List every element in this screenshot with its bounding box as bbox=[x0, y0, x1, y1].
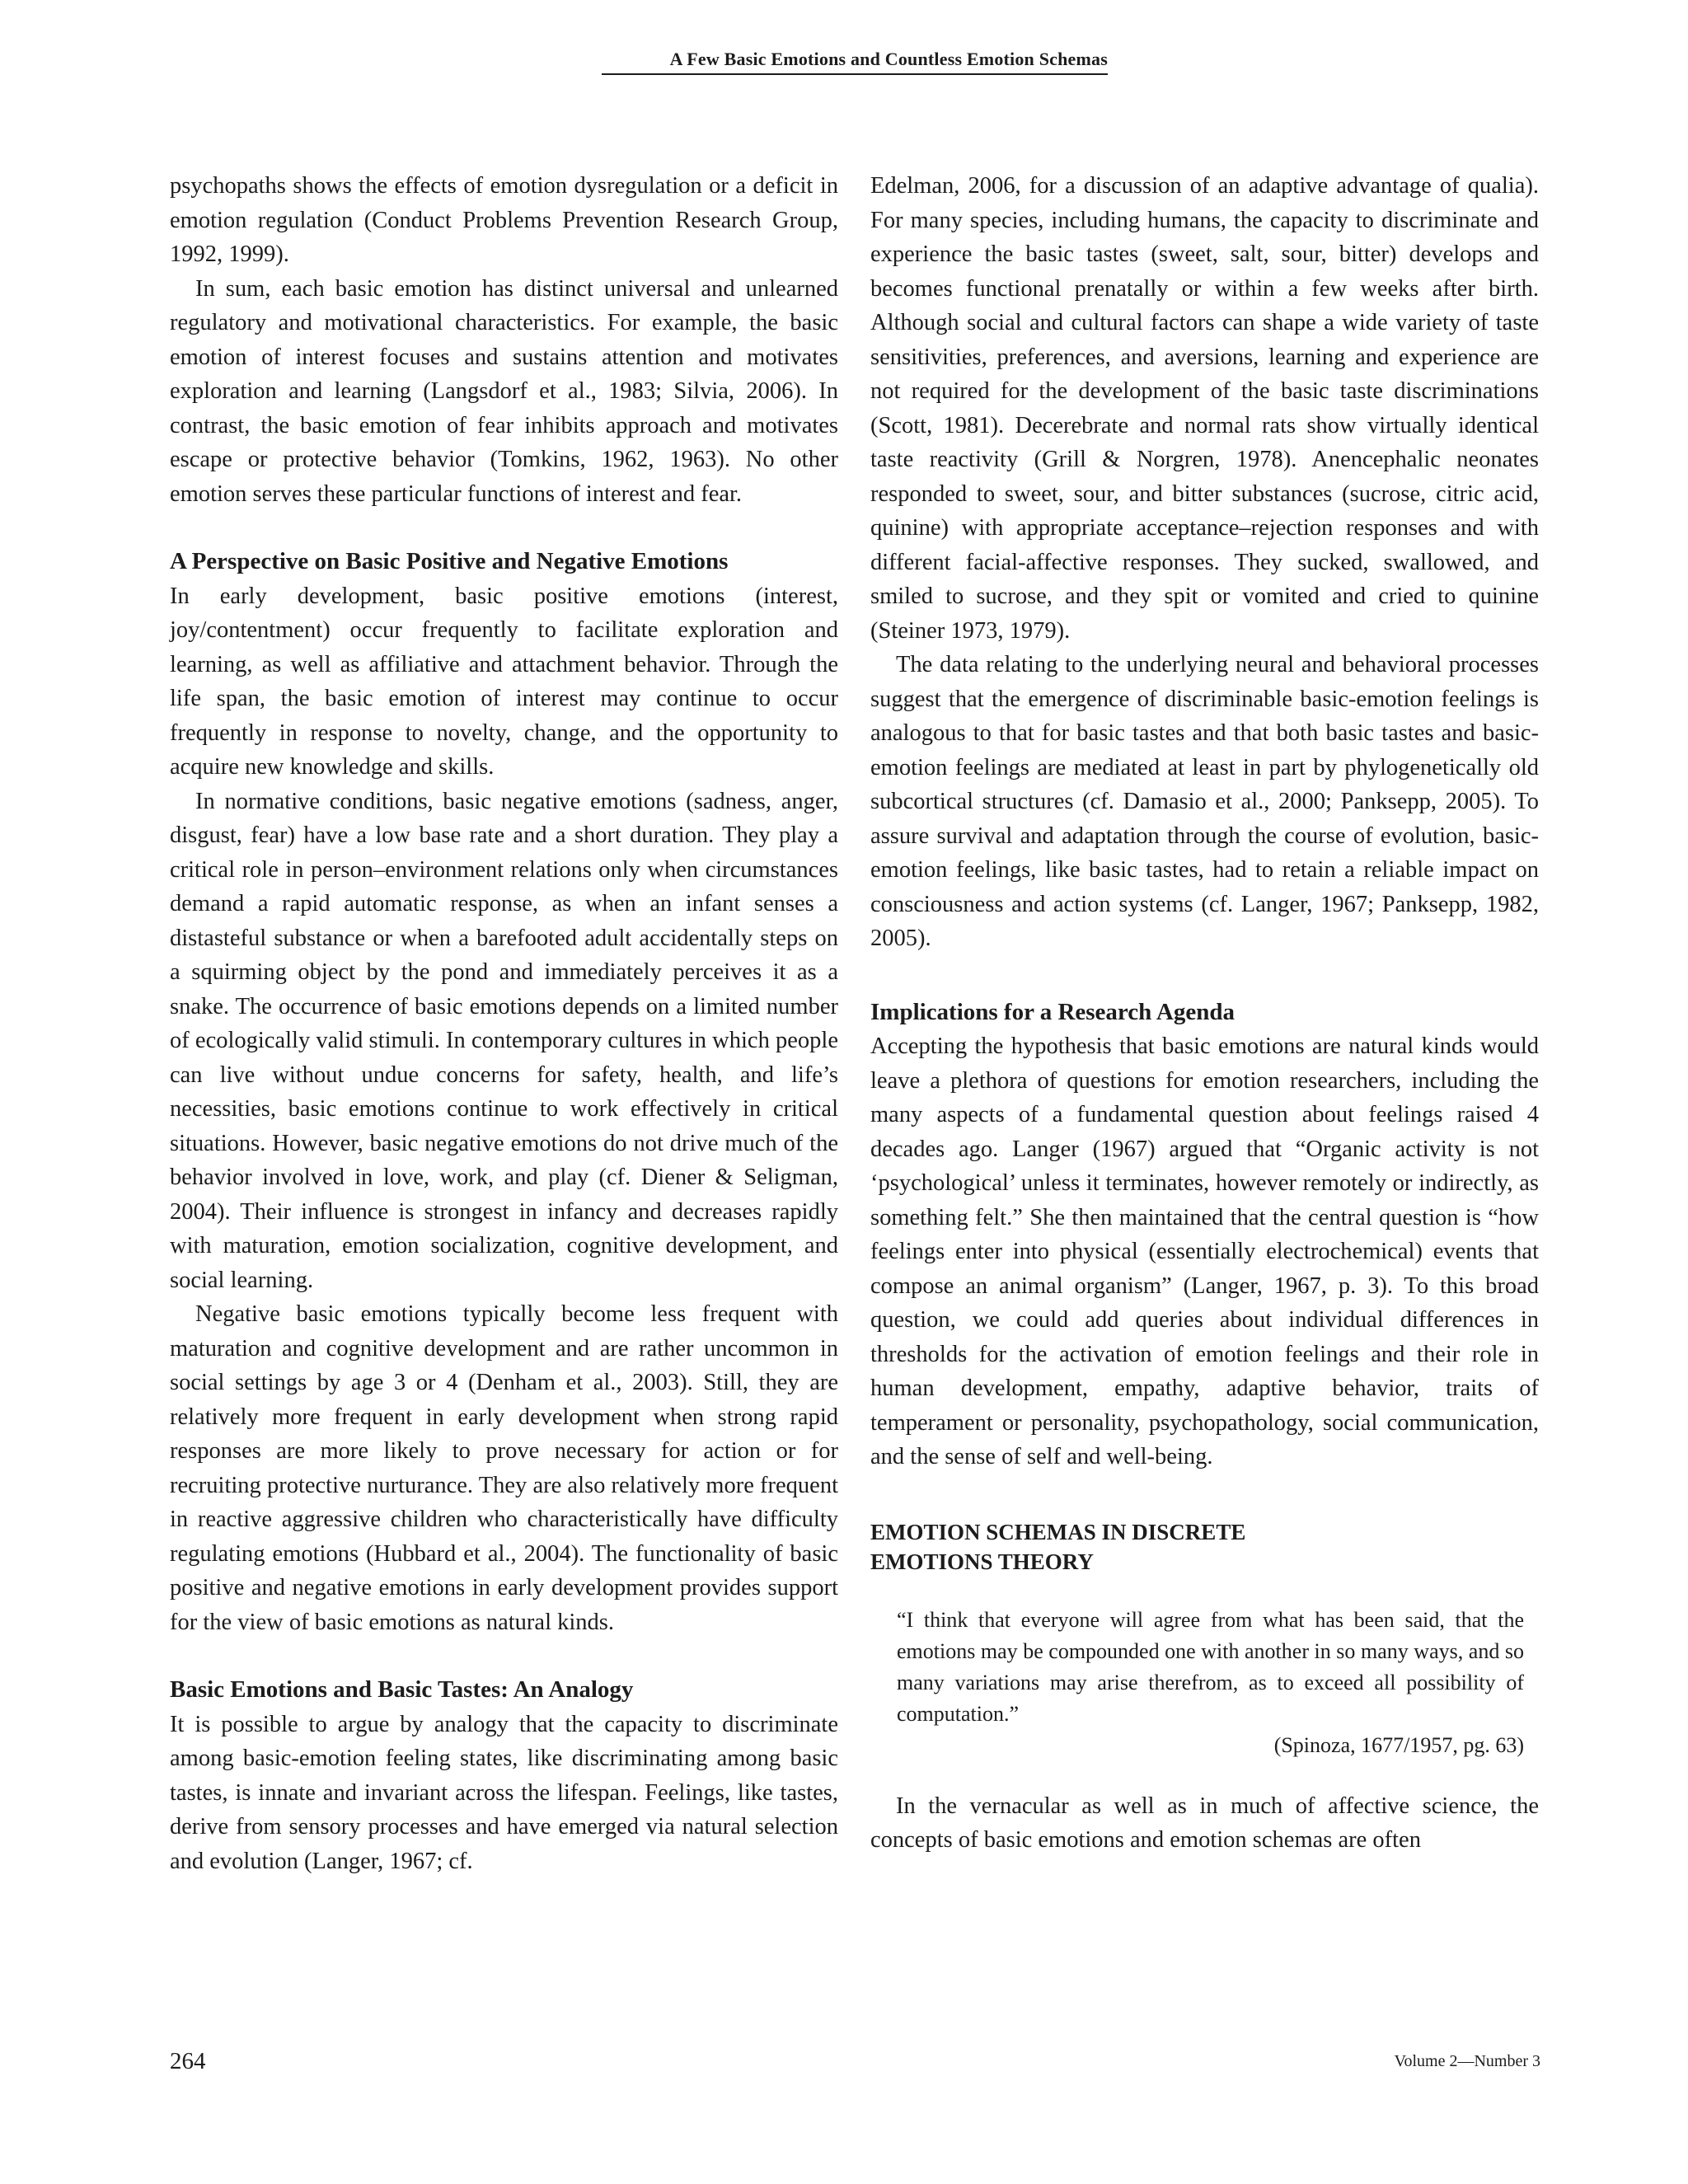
paragraph: It is possible to argue by analogy that the capacity to discriminate among basic-emotion feeling states, like discriminating among basic tastes, is innate and invariant across the lifespan. Feelings, like tastes, derive from sensory processes and have emerged via natural selection and evolution (Langer, 1967; cf. bbox=[170, 1711, 838, 1874]
right-column bbox=[870, 169, 1539, 1858]
paragraph: In the vernacular as well as in much of affective science, the concepts of basic emotions and emotion schemas are often bbox=[870, 1793, 1539, 1853]
epigraph-citation: (Spinoza, 1677/1957, pg. 63) bbox=[1273, 1732, 1524, 1757]
paragraph: Edelman, 2006, for a discussion of an adaptive advantage of qualia). For many species, including humans, the capacity to discriminate and experience the basic tastes (sweet, salt, sour, bitter) develops and becomes functional prenatally or within a few weeks after birth. Although social and cultural factors can shape a wide variety of taste sensitivities, preferences, and aversions, learning and experience are not required for the development of the basic taste discriminations (Scott, 1981). Decerebrate and normal rats show virtually identical taste reactivity (Grill & Norgren, 1978). Anencephalic neonates responded to sweet, sour, and bitter substances (sucrose, citric acid, quinine) with appropriate acceptance–rejection responses and with different facial-affective responses. They sucked, swallowed, and smiled to sucrose, and they spit or vomited and cried to quinine (Steiner 1973, 1979). bbox=[870, 173, 1539, 644]
paragraph: In sum, each basic emotion has distinct universal and unlearned regulatory and motivational characteristics. For example, the basic emotion of interest focuses and sustains attention and motivates exploration and learning (Langsdorf et al., 1983; Silvia, 2006). In contrast, the basic emotion of fear inhibits approach and motivates escape or protective behavior (Tomkins, 1962, 1963). No other emotion serves these particular functions of interest and fear. bbox=[170, 275, 838, 507]
page-number: 264 bbox=[170, 2048, 206, 2074]
epigraph-quote: “I think that everyone will agree from what has been said, that the emotions may be compounded one with another in so many ways, and so many variations may arise therefrom, as to exceed all possibility of computation.” bbox=[897, 1607, 1524, 1726]
left-column bbox=[170, 169, 838, 1878]
section-heading: Implications for a Research Agenda bbox=[870, 998, 1235, 1025]
paragraph: The data relating to the underlying neural and behavioral processes suggest that the emergence of discriminable basic-emotion feelings is analogous to that for basic tastes and that both basic tastes and basic-emotion feelings are mediated at least in part by phylogenetically old subcortical structures (cf. Damasio et al., 2000; Panksepp, 2005). To assure survival and adaptation through the course of evolution, basic-emotion feelings, like basic tastes, had to retain a reliable impact on consciousness and action systems (cf. Langer, 1967; Panksepp, 1982, 2005). bbox=[870, 652, 1539, 951]
major-heading-line: EMOTIONS THEORY bbox=[870, 1549, 1094, 1574]
volume-label: Volume 2—Number 3 bbox=[1394, 2052, 1540, 2070]
running-head: A Few Basic Emotions and Countless Emotion Schemas bbox=[602, 48, 1108, 75]
paragraph: In normative conditions, basic negative emotions (sadness, anger, disgust, fear) have a low base rate and a short duration. They play a critical role in person–environment relations only when circumstances demand a rapid automatic response, as when an infant senses a distasteful substance or when a barefooted adult accidentally steps on a squirming object by the pond and immediately perceives it as a snake. The occurrence of basic emotions depends on a limited number of ecologically valid stimuli. In contemporary cultures in which people can live without undue concerns for safety, health, and life’s necessities, basic emotions continue to work effectively in critical situations. However, basic negative emotions do not drive much of the behavior involved in love, work, and play (cf. Diener & Seligman, 2004). Their influence is strongest in infancy and decreases rapidly with maturation, emotion socialization, cognitive development, and social learning. bbox=[170, 788, 838, 1293]
epigraph bbox=[870, 1605, 1539, 1761]
paragraph: Negative basic emotions typically become less frequent with maturation and cognitive development and are rather uncommon in social settings by age 3 or 4 (Denham et al., 2003). Still, they are relatively more frequent in early development when strong rapid responses are more likely to prove necessary for action or for recruiting protective nurturance. They are also relatively more frequent in reactive aggressive children who characteristically have difficulty regulating emotions (Hubbard et al., 2004). The functionality of basic positive and negative emotions in early development provides support for the view of basic emotions as natural kinds. bbox=[170, 1301, 838, 1635]
paragraph: In early development, basic positive emotions (interest, joy/contentment) occur frequently to facilitate exploration and learning, as well as affiliative and attachment behavior. Through the life span, the basic emotion of interest may continue to occur frequently in response to novelty, change, and the opportunity to acquire new knowledge and skills. bbox=[170, 583, 838, 780]
major-heading-line: EMOTION SCHEMAS IN DISCRETE bbox=[870, 1519, 1246, 1544]
paragraph: Accepting the hypothesis that basic emotions are natural kinds would leave a plethora of questions for emotion researchers, including the many aspects of a fundamental question about feelings raised 4 decades ago. Langer (1967) argued that “Organic activity is not ‘psychological’ unless it terminates, however remotely or indirectly, as something felt.” She then maintained that the central question is “how feelings enter into physical (essentially electrochemical) events that compose an animal organism” (Langer, 1967, p. 3). To this broad question, we could add queries about individual differences in thresholds for the activation of emotion feelings and their role in human development, empathy, adaptive behavior, traits of temperament or personality, psychopathology, social communication, and the sense of self and well-being. bbox=[870, 1033, 1539, 1469]
major-heading bbox=[870, 1517, 1539, 1577]
paragraph: psychopaths shows the effects of emotion dysregulation or a deficit in emotion regulation (Conduct Problems Prevention Research Group, 1992, 1999). bbox=[170, 173, 838, 267]
section-heading: Basic Emotions and Basic Tastes: An Analogy bbox=[170, 1676, 634, 1703]
section-heading: A Perspective on Basic Positive and Negative Emotions bbox=[170, 548, 729, 574]
